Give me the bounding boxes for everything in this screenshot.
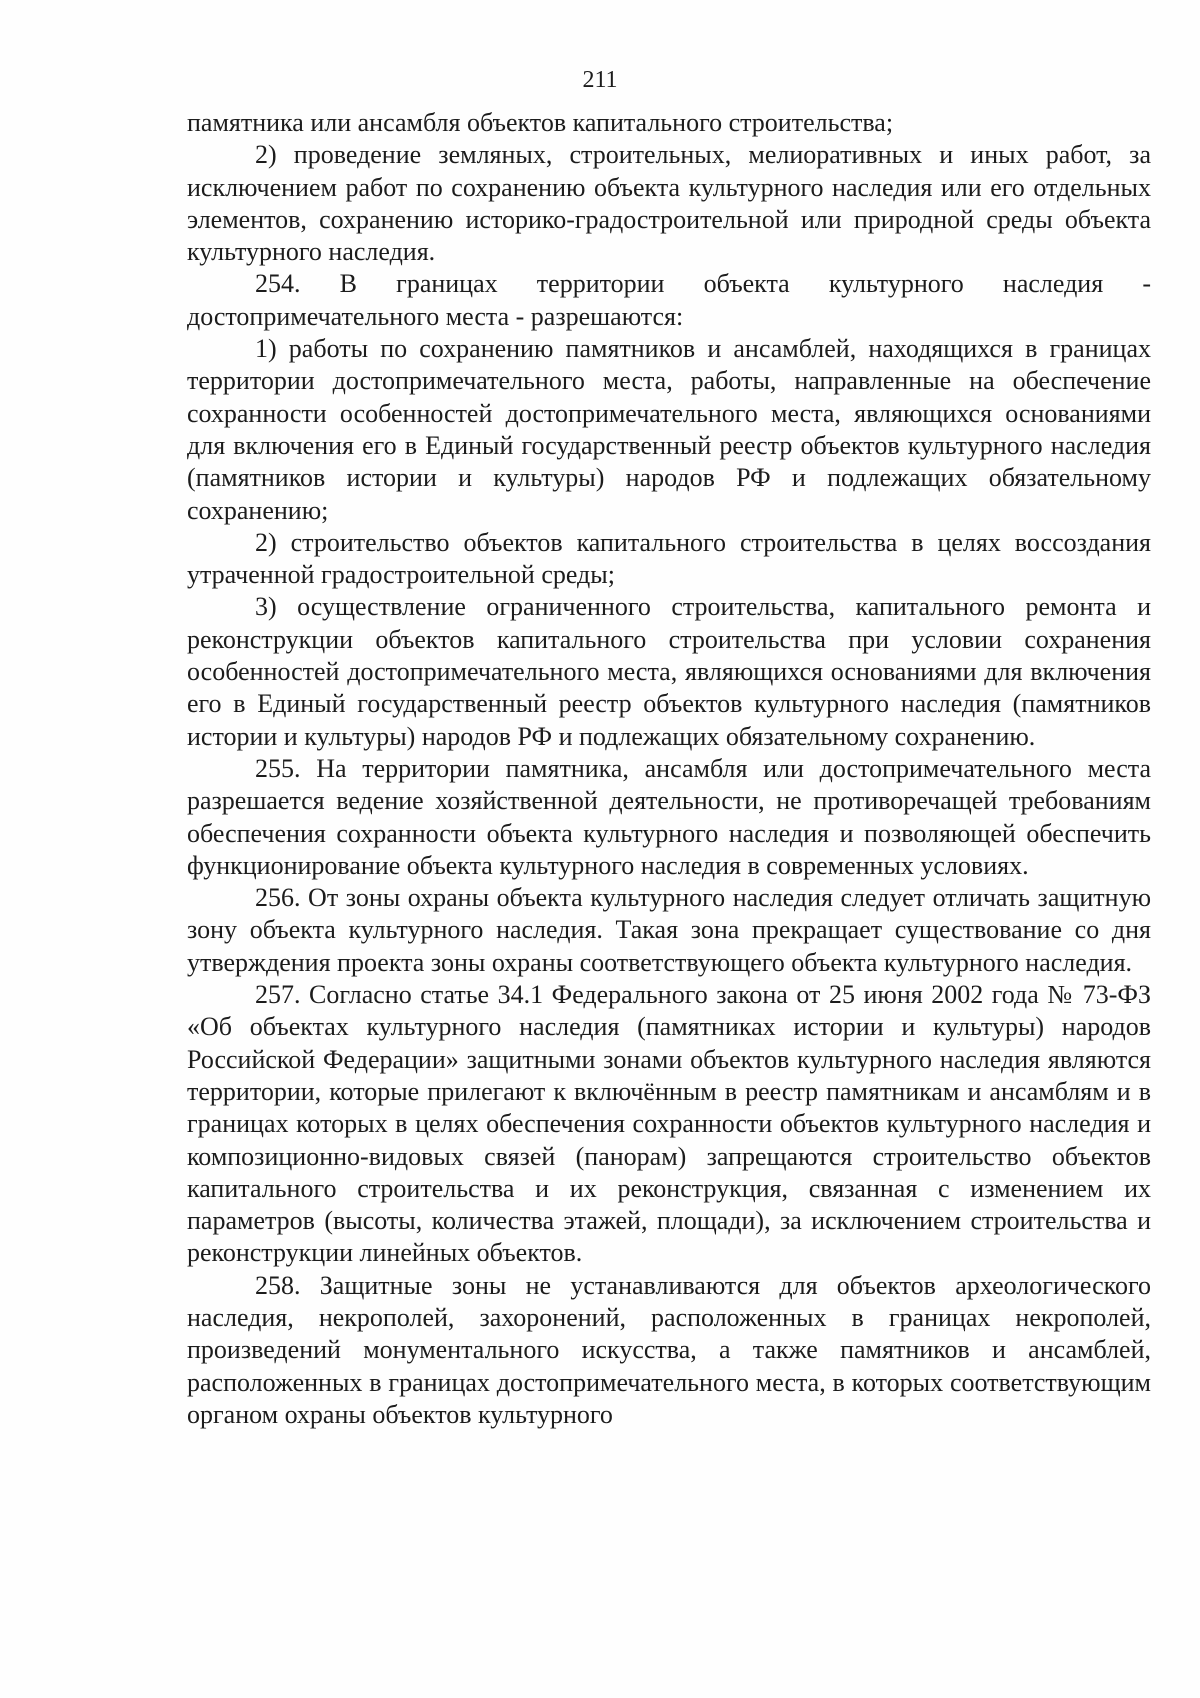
- document-body: [187, 107, 1151, 1431]
- paragraph-254-item-1: 1) работы по сохранению памятников и ансамблей, находящихся в границах территории достопримечательного места, работы, направленные на обеспечение сохранности особенностей достопримечательного места, являющихся основаниями для включения его в Единый государственный реестр объектов культурного наследия (памятников истории и культуры) народов РФ и подлежащих обязательному сохранению;: [187, 334, 1151, 525]
- page-number: 211: [582, 67, 618, 93]
- paragraph-256: 256. От зоны охраны объекта культурного наследия следует отличать защитную зону объекта культурного наследия. Такая зона прекращает существование со дня утверждения проекта зоны охраны соответствующего объекта культурного наследия.: [187, 883, 1151, 977]
- paragraph-continuation: памятника или ансамбля объектов капитального строительства;: [187, 108, 894, 137]
- paragraph-item-2-works: 2) проведение земляных, строительных, мелиоративных и иных работ, за исключением работ по сохранению объекта культурного наследия или его отдельных элементов, сохранению историко-градостроительной или природной среды объекта культурного наследия.: [187, 140, 1151, 267]
- paragraph-254-item-2: 2) строительство объектов капитального строительства в целях воссоздания утраченной градостроительной среды;: [187, 527, 1151, 590]
- paragraph-254-item-3: 3) осуществление ограниченного строительства, капитального ремонта и реконструкции объектов капитального строительства при условии сохранения особенностей достопримечательного места, являющихся основаниями для включения его в Единый государственный реестр объектов культурного наследия (памятников истории и культуры) народов РФ и подлежащих обязательному сохранению.: [187, 592, 1151, 751]
- paragraph-254: 254. В границах территории объекта культурного наследия - достопримечательного места - разрешаются:: [187, 269, 1151, 331]
- paragraph-255: 255. На территории памятника, ансамбля или достопримечательного места разрешается ведение хозяйственной деятельности, не противоречащей требованиям обеспечения сохранности объекта культурного наследия и позволяющей обеспечить функционирование объекта культурного наследия в современных условиях.: [187, 753, 1151, 880]
- paragraph-257: 257. Согласно статье 34.1 Федерального закона от 25 июня 2002 года № 73-ФЗ «Об объектах культурного наследия (памятниках истории и культуры) народов Российской Федерации» защитными зонами объектов культурного наследия являются территории, которые прилегают к включённым в реестр памятникам и ансамблям и в границах которых в целях обеспечения сохранности объектов культурного наследия и композиционно-видовых связей (панорам) запрещаются строительство объектов капитального строительства и их реконструкция, связанная с изменением их параметров (высоты, количества этажей, площади), за исключением строительства и реконструкции линейных объектов.: [187, 980, 1151, 1268]
- paragraph-258: 258. Защитные зоны не устанавливаются для объектов археологического наследия, некрополей, захоронений, расположенных в границах некрополей, произведений монументального искусства, а также памятников и ансамблей, расположенных в границах достопримечательного места, в которых соответствующим органом охраны объектов культурного: [187, 1270, 1151, 1429]
